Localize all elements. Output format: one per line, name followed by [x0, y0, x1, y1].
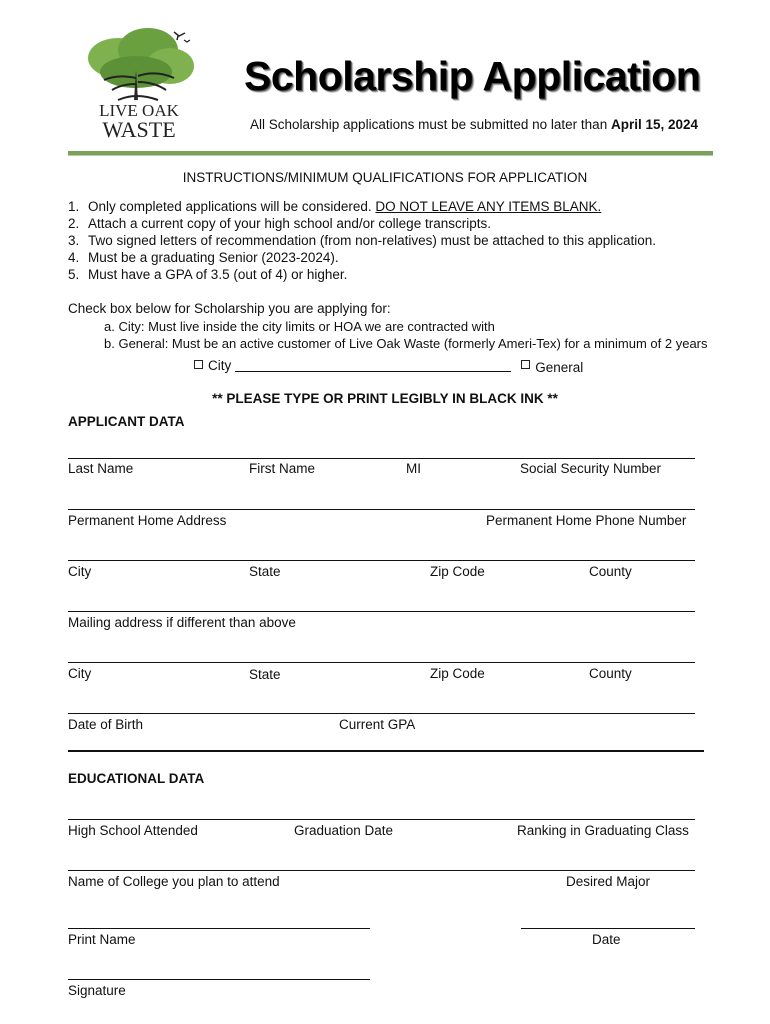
oak-tree-icon	[88, 28, 194, 100]
mailing-county-label: County	[589, 666, 632, 681]
major-label: Desired Major	[566, 874, 651, 889]
ssn-label: Social Security Number	[520, 461, 662, 476]
logo-line2: WASTE	[102, 117, 176, 142]
state-label: State	[249, 564, 281, 579]
college-line[interactable]	[68, 870, 695, 871]
home-address-label: Permanent Home Address	[68, 513, 227, 528]
page-title: Scholarship Application	[244, 53, 701, 99]
dob-label: Date of Birth	[68, 717, 144, 732]
signature-line[interactable]	[68, 979, 370, 980]
scholarship-intro: Check box below for Scholarship you are applying for:	[68, 301, 391, 316]
date-line[interactable]	[521, 928, 695, 929]
bird-icon	[174, 32, 190, 42]
city-label: City	[208, 358, 232, 373]
address-line[interactable]	[68, 509, 695, 510]
mailing-line[interactable]	[68, 611, 695, 612]
city-checkbox[interactable]	[194, 360, 203, 369]
dob-line[interactable]	[68, 713, 695, 714]
print-name-line[interactable]	[68, 928, 370, 929]
list-item: 1. Only completed applications will be considered. DO NOT LEAVE ANY ITEMS BLANK.	[68, 199, 602, 214]
city-name-field[interactable]	[235, 359, 511, 372]
mailing-state-label: State	[249, 667, 281, 682]
educational-data-heading: EDUCATIONAL DATA	[68, 771, 205, 786]
scholarship-checkboxes	[194, 358, 583, 373]
list-item: 5. Must have a GPA of 3.5 (out of 4) or higher.	[68, 267, 348, 282]
deadline-date: April 15, 2024	[610, 117, 699, 132]
scholarship-option-general: b. General: Must be an active customer of Live Oak Waste (formerly Ameri-Tex) for a minimum of 2 years	[104, 336, 708, 351]
instructions-list	[68, 198, 656, 283]
last-name-label: Last Name	[68, 461, 134, 476]
home-phone-label: Permanent Home Phone Number	[486, 513, 687, 528]
city-state-line[interactable]	[68, 560, 695, 561]
logo-line1: LIVE OAK	[99, 101, 179, 120]
ink-notice: ** PLEASE TYPE OR PRINT LEGIBLY IN BLACK INK **	[212, 391, 558, 406]
instructions-heading: INSTRUCTIONS/MINIMUM QUALIFICATIONS FOR APPLICATION	[182, 170, 588, 185]
applicant-data-heading: APPLICANT DATA	[68, 414, 185, 429]
gpa-label: Current GPA	[339, 717, 416, 732]
list-item: 2. Attach a current copy of your high school and/or college transcripts.	[68, 216, 491, 231]
date-label: Date	[592, 932, 621, 947]
print-name-label: Print Name	[68, 932, 136, 947]
first-name-label: First Name	[249, 461, 316, 476]
list-item: 4. Must be a graduating Senior (2023-2024).	[68, 250, 339, 265]
mailing-city-line[interactable]	[68, 662, 695, 663]
scholarship-option-city: a. City: Must live inside the city limits or HOA we are contracted with	[104, 319, 495, 334]
city-label: City	[68, 564, 92, 579]
ranking-label: Ranking in Graduating Class	[517, 823, 689, 838]
general-checkbox[interactable]	[521, 360, 530, 369]
list-item: 3. Two signed letters of recommendation (from non-relatives) must be attached to this application.	[68, 233, 657, 248]
live-oak-waste-logo	[78, 20, 200, 142]
header-divider	[68, 151, 713, 156]
section-divider	[68, 750, 704, 752]
signature-label: Signature	[68, 983, 126, 998]
high-school-label: High School Attended	[68, 823, 198, 838]
high-school-line[interactable]	[68, 819, 695, 820]
name-line[interactable]	[68, 458, 695, 459]
deadline-subtitle: All Scholarship applications must be submitted no later than April 15, 2024	[250, 117, 699, 132]
mailing-address-label: Mailing address if different than above	[68, 615, 296, 630]
mailing-city-label: City	[68, 666, 92, 681]
college-label: Name of College you plan to attend	[68, 874, 280, 889]
mailing-zip-label: Zip Code	[430, 666, 485, 681]
mi-label: MI	[406, 461, 421, 476]
general-label: General	[535, 360, 584, 375]
graduation-date-label: Graduation Date	[294, 823, 394, 838]
zip-label: Zip Code	[430, 564, 485, 579]
county-label: County	[589, 564, 632, 579]
